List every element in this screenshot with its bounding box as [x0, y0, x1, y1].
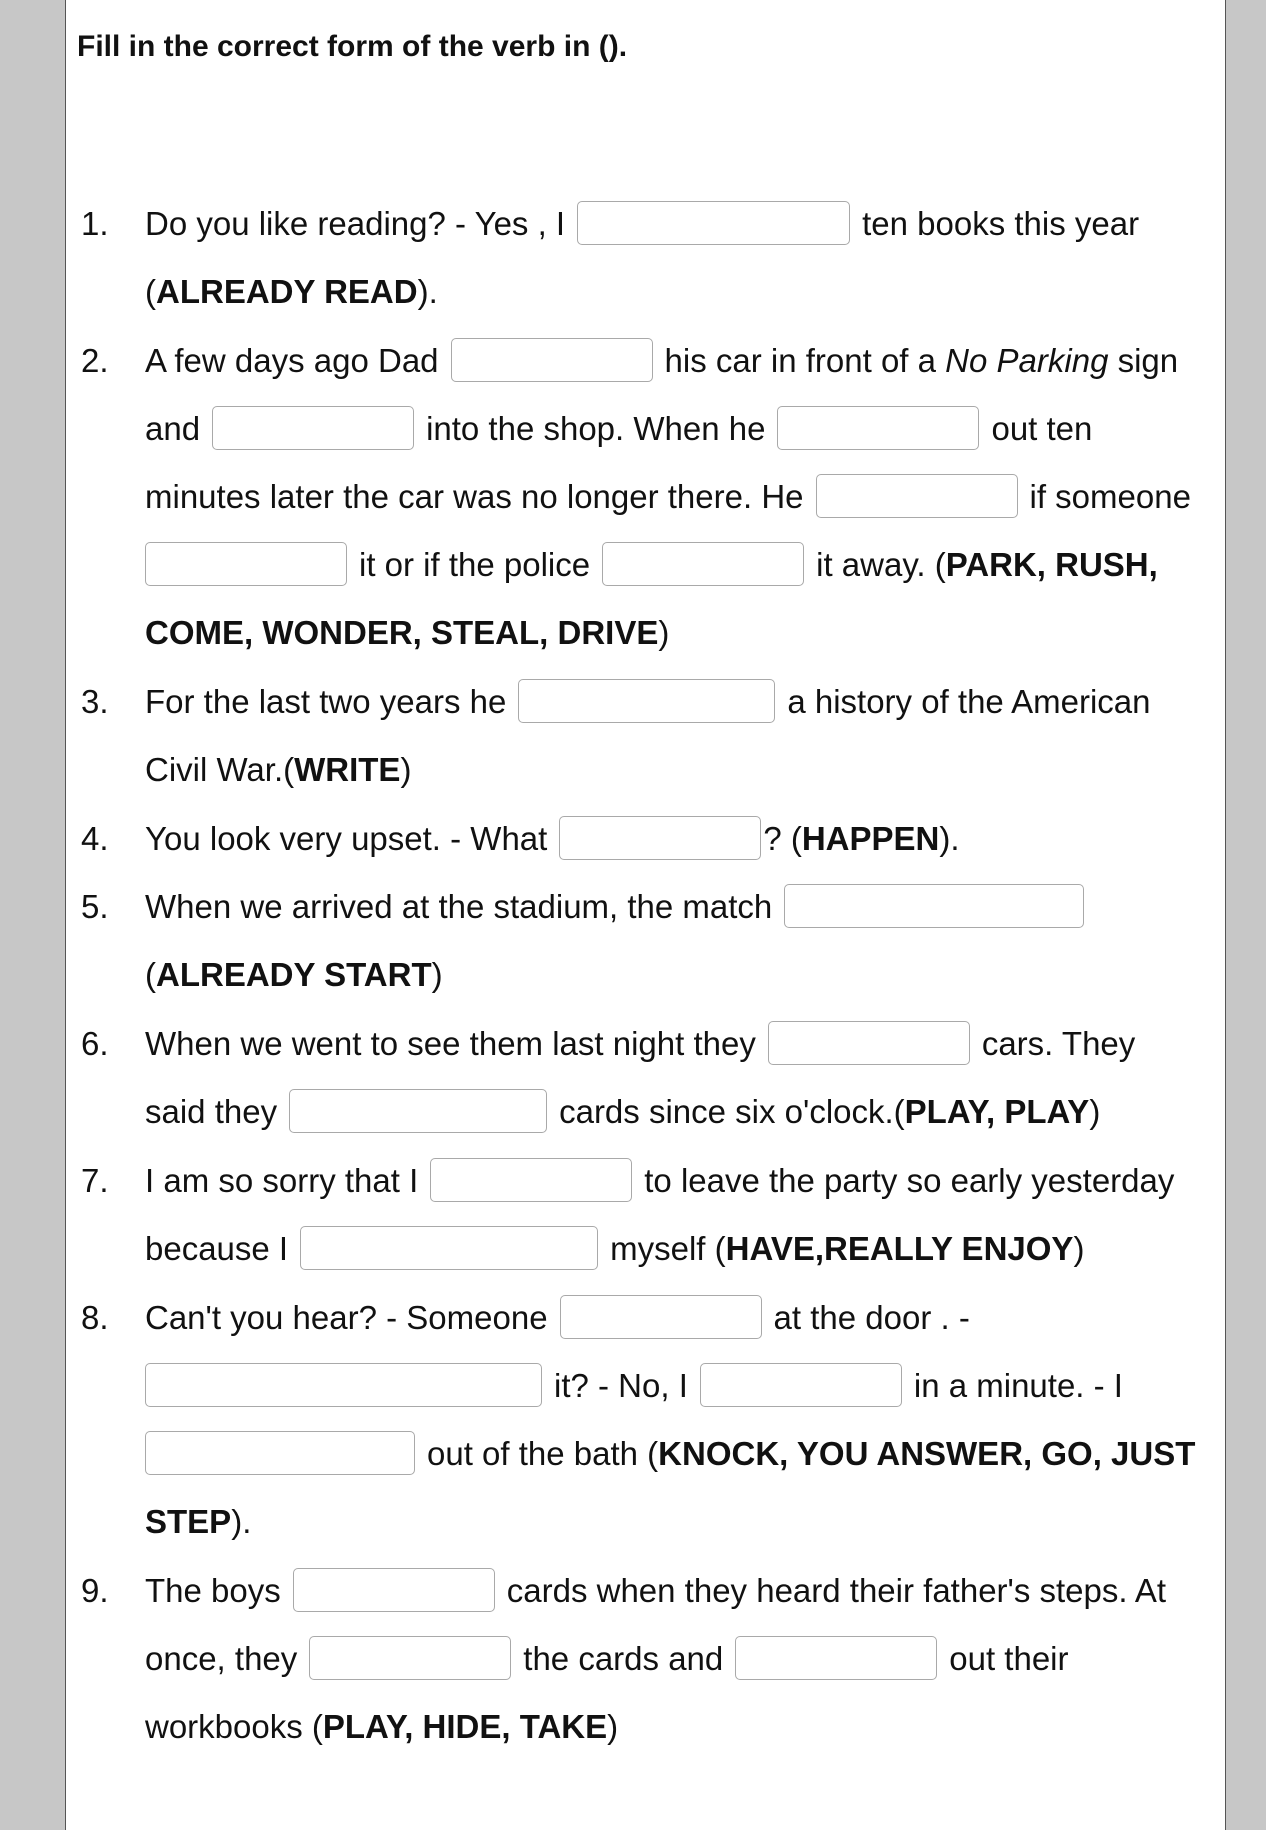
answer-blank[interactable]	[768, 1021, 970, 1065]
question-number: 8.	[81, 1299, 109, 1336]
answer-blank[interactable]	[430, 1158, 632, 1202]
answer-blank[interactable]	[300, 1226, 598, 1270]
verb-hint: ALREADY READ	[156, 273, 418, 310]
answer-blank[interactable]	[309, 1636, 511, 1680]
answer-blank[interactable]	[777, 406, 979, 450]
verb-hint: KNOCK, YOU ANSWER, GO, JUST	[658, 1435, 1196, 1472]
question-text: A few days ago Dad his car in front of a No Parking sign and into the shop. When he out ten minutes later the car was no longer there. He if someone it or if the police it away. (PARK, RUSH, COME, WONDER, STEAL, DRIVE)	[145, 327, 1221, 667]
question-text: Do you like reading? - Yes , I ten books this year (ALREADY READ).	[145, 190, 1221, 326]
answer-blank[interactable]	[816, 474, 1018, 518]
question-number: 2.	[81, 342, 109, 379]
answer-blank[interactable]	[700, 1363, 902, 1407]
question-text: You look very upset. - What ? (HAPPEN).	[145, 805, 1221, 873]
verb-hint: PLAY, PLAY	[904, 1093, 1090, 1130]
verb-hint: HAVE,REALLY ENJOY	[725, 1230, 1074, 1267]
answer-blank[interactable]	[451, 338, 653, 382]
question-text: When we went to see them last night they cars. They said they cards since six o'clock.(PLAY, PLAY)	[145, 1010, 1221, 1146]
question-number: 6.	[81, 1025, 109, 1062]
answer-blank[interactable]	[145, 542, 347, 586]
answer-blank[interactable]	[212, 406, 414, 450]
answer-blank[interactable]	[145, 1431, 415, 1475]
verb-hint: COME, WONDER, STEAL, DRIVE	[145, 614, 659, 651]
verb-hint: HAPPEN	[801, 820, 940, 857]
question-number: 9.	[81, 1572, 109, 1609]
question-number: 3.	[81, 683, 109, 720]
answer-blank[interactable]	[577, 201, 850, 245]
question-text: For the last two years he a history of the American Civil War.(WRITE)	[145, 668, 1221, 804]
question-number: 1.	[81, 205, 109, 242]
answer-blank[interactable]	[735, 1636, 937, 1680]
question-text: Can't you hear? - Someone at the door . - it? - No, I in a minute. - I out of the bath (KNOCK, YOU ANSWER, GO, JUST STEP).	[145, 1284, 1221, 1556]
question-text: I am so sorry that I to leave the party so early yesterday because I myself (HAVE,REALLY ENJOY)	[145, 1147, 1221, 1283]
verb-hint: PARK, RUSH,	[945, 546, 1158, 583]
page-title: Fill in the correct form of the verb in ().	[77, 30, 628, 63]
verb-hint: PLAY, HIDE, TAKE	[322, 1708, 608, 1745]
verb-hint: WRITE	[294, 751, 401, 788]
worksheet	[65, 0, 1226, 1830]
answer-blank[interactable]	[289, 1089, 547, 1133]
question-number: 5.	[81, 888, 109, 925]
verb-hint: ALREADY START	[156, 956, 432, 993]
verb-hint: STEP	[145, 1503, 232, 1540]
answer-blank[interactable]	[560, 1295, 762, 1339]
question-text: When we arrived at the stadium, the match (ALREADY START)	[145, 873, 1221, 1009]
question-number: 7.	[81, 1162, 109, 1199]
question-number: 4.	[81, 820, 109, 857]
answer-blank[interactable]	[145, 1363, 542, 1407]
answer-blank[interactable]	[293, 1568, 495, 1612]
answer-blank[interactable]	[784, 884, 1084, 928]
answer-blank[interactable]	[518, 679, 775, 723]
answer-blank[interactable]	[559, 816, 761, 860]
question-text: The boys cards when they heard their father's steps. At once, they the cards and out their workbooks (PLAY, HIDE, TAKE)	[145, 1557, 1221, 1761]
answer-blank[interactable]	[602, 542, 804, 586]
